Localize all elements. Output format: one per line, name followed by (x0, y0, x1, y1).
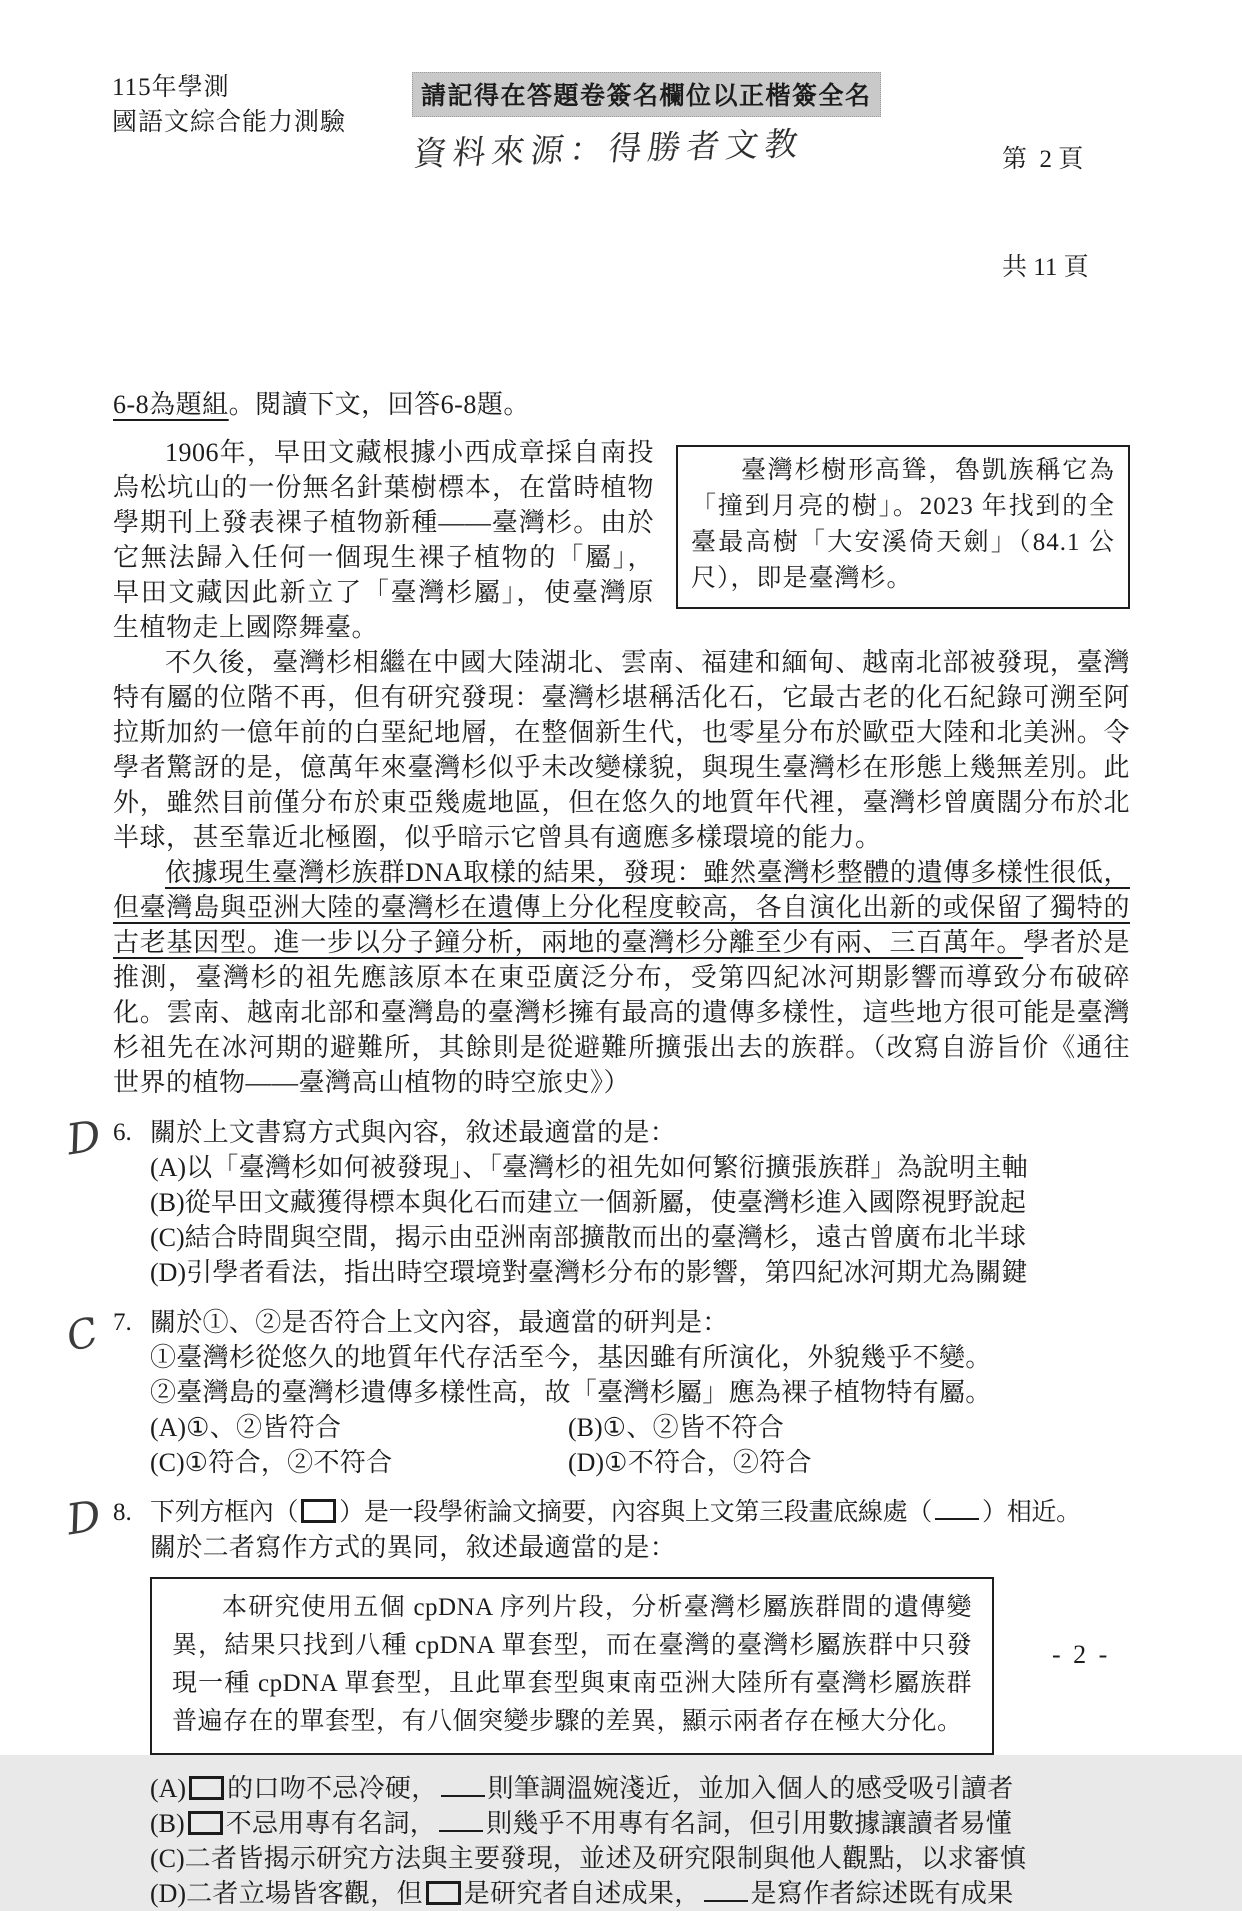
handwritten-source-note: 資料來源：得勝者文教 (411, 126, 806, 174)
option-text: 以「臺灣杉如何被發現」、「臺灣杉的祖先如何繁衍擴張族群」為說明主軸 (186, 1153, 1028, 1182)
option-text: ①、②皆不符合 (602, 1413, 785, 1442)
option-text: ①符合，②不符合 (184, 1448, 393, 1477)
question-8 (63, 1490, 1130, 1911)
question-7-option-c (150, 1445, 568, 1480)
question-8-stem: 下列方框內（ ）是一段學術論文摘要，內容與上文第三段畫底線處（ ）相近。 (150, 1499, 1081, 1526)
passage-paragraph-3 (113, 855, 1130, 1100)
question-6 (63, 1110, 1130, 1290)
question-7-option-d (568, 1445, 1130, 1480)
question-6-option-b (150, 1185, 1130, 1220)
option-label: (C) (150, 1223, 185, 1252)
option-text: 結合時間與空間，揭示由亞洲南部擴散而出的臺灣杉，遠古曾廣布北半球 (184, 1223, 1027, 1252)
option-label: (A) (150, 1153, 187, 1182)
question-7-stem: 關於①、②是否符合上文內容，最適當的研判是： (150, 1308, 729, 1337)
passage-underlined-segment: 依據現生臺灣杉族群DNA取樣的結果，發現：雖然臺灣杉整體的遺傳多樣性很低，但臺灣島與亞洲大陸的臺灣杉在遺傳上分化程度較高，各自演化出新的或保留了獨特的古老基因型。進一步以分子鐘分析，兩地的臺灣杉分離至少有兩、三百萬年。 (113, 858, 1130, 957)
question-6-option-d (150, 1255, 1130, 1290)
question-8-stem-line2: 關於二者寫作方式的異同，敘述最適當的是： (150, 1533, 677, 1562)
question-group-intro (113, 384, 1130, 421)
option-label: (B) (568, 1413, 603, 1442)
question-8-option-d (150, 1876, 1130, 1911)
page-number-label: 第 2 頁 (1002, 146, 1084, 173)
handwritten-answer-q6: D (63, 1110, 105, 1165)
page-content (0, 358, 1242, 1911)
blank-line (441, 1779, 485, 1797)
option-text: 二者皆揭示研究方法與主要發現，並述及研究限制與他人觀點，以求審慎 (184, 1844, 1027, 1873)
exam-subject-label: 國語文綜合能力測驗 (112, 109, 347, 136)
option-label: (B) (150, 1809, 185, 1838)
passage-paragraph-2: 不久後，臺灣杉相繼在中國大陸湖北、雲南、福建和緬甸、越南北部被發現，臺灣特有屬的位階不再，但有研究發現：臺灣杉堪稱活化石，它最古老的化石紀錄可溯至阿拉斯加約一億年前的白堊紀地層，在整個新生代，也零星分布於歐亞大陸和北美洲。令學者驚訝的是，億萬年來臺灣杉似乎未改變樣貌，與現生臺灣杉在形態上幾無差別。此外，雖然目前僅分布於東亞幾處地區，但在悠久的地質年代裡，臺灣杉曾廣闊分布於北半球，甚至靠近北極圈，似乎暗示它曾具有適應多樣環境的能力。 (113, 648, 1130, 852)
question-7-options (150, 1410, 1130, 1480)
handwritten-answer-q7: C (61, 1308, 103, 1362)
page-footer-number: - 2 - (1052, 1640, 1111, 1669)
option-text: 二者立場皆客觀，但 是研究者自述成果， 是寫作者綜述既有成果 (186, 1879, 1014, 1908)
question-7-statement-1: ①臺灣杉從悠久的地質年代存活至今，基因雖有所演化，外貌幾乎不變。 (150, 1343, 992, 1372)
passage-paragraph-1: 1906年，早田文藏根據小西成章採自南投烏松坑山的一份無名針葉樹標本，在當時植物學期刊上發表裸子植物新種——臺灣杉。由於它無法歸入任何一個現生裸子植物的「屬」，早田文藏因此新立了「臺灣杉屬」，使臺灣原生植物走上國際舞臺。 (113, 438, 654, 642)
question-6-option-a (150, 1150, 1130, 1185)
abstract-quote-box (150, 1577, 994, 1755)
option-text: 引學者看法，指出時空環境對臺灣杉分布的影響，第四紀冰河期尤為關鍵 (186, 1258, 1028, 1287)
signature-notice: 請記得在答題卷簽名欄位以正楷簽全名 (412, 72, 881, 117)
question-7 (61, 1305, 1130, 1480)
question-7-number: 7. (113, 1309, 132, 1336)
exam-title-block (112, 70, 412, 140)
question-6-option-c (150, 1220, 1130, 1255)
option-text: ①不符合，②符合 (604, 1448, 812, 1477)
passage-paragraph-3-rest: 學者於是推測，臺灣杉的祖先應該原本在東亞廣泛分布，受第四紀冰河期影響而導致分布破碎化。雲南、越南北部和臺灣島的臺灣杉擁有最高的遺傳多樣性，這些地方很可能是臺灣杉祖先在冰河期的避難所，其餘則是從避難所擴張出去的族群。（改寫自游旨价《通往世界的植物——臺灣高山植物的時空旅史》） (113, 928, 1130, 1097)
passage-paragraph-1-row (113, 435, 1130, 645)
blank-line (935, 1502, 979, 1520)
handwritten-answer-q8: D (63, 1490, 105, 1545)
option-text: 的口吻不忌冷硬， 則筆調溫婉淺近，並加入個人的感受吸引讀者 (186, 1774, 1013, 1803)
question-6-stem: 關於上文書寫方式與內容，敘述最適當的是： (150, 1118, 677, 1147)
question-6-number: 6. (113, 1119, 132, 1146)
blank-line (704, 1884, 748, 1902)
question-group-range: 6-8為題組 (113, 390, 229, 419)
option-label: (C) (150, 1844, 185, 1873)
question-7-statement-2: ②臺灣島的臺灣杉遺傳多樣性高，故「臺灣杉屬」應為裸子植物特有屬。 (150, 1378, 992, 1407)
option-label: (B) (150, 1188, 185, 1217)
passage-side-note-box (676, 445, 1130, 609)
blank-line (439, 1814, 483, 1832)
question-8-option-a (150, 1771, 1130, 1806)
question-8-option-b (150, 1806, 1130, 1841)
box-symbol (426, 1881, 461, 1905)
option-text: ①、②皆符合 (186, 1413, 342, 1442)
question-group-instruction: 。閱讀下文，回答6-8題。 (228, 390, 530, 419)
question-8-number: 8. (113, 1499, 132, 1526)
option-label: (D) (568, 1448, 605, 1477)
option-label: (D) (150, 1879, 187, 1908)
box-symbol (189, 1776, 224, 1800)
exam-session-label: 115年學測 (112, 74, 230, 101)
abstract-quote-text: 本研究使用五個 cpDNA 序列片段，分析臺灣杉屬族群間的遺傳變異，結果只找到八種 cpDNA 單套型，而在臺灣的臺灣杉屬族群中只發現一種 cpDNA 單套型，且此單套型與東南亞洲大陸所有臺灣杉屬族群普遍存在的單套型，有八個突變步驟的差異，顯示兩者存在極大分化。 (172, 1594, 972, 1735)
question-7-option-a (150, 1410, 568, 1445)
header-center-block (411, 70, 1002, 174)
passage-side-note-text: 臺灣杉樹形高聳，魯凱族稱它為「撞到月亮的樹」。2023 年找到的全臺最高樹「大安溪倚天劍」（84.1 公尺），即是臺灣杉。 (691, 457, 1115, 592)
question-8-option-c (150, 1841, 1130, 1876)
box-symbol (301, 1499, 336, 1523)
page-header (0, 0, 1242, 358)
option-label: (D) (150, 1258, 187, 1287)
option-label: (A) (150, 1413, 187, 1442)
option-label: (C) (150, 1448, 185, 1477)
option-text: 不忌用專有名詞， 則幾乎不用專有名詞，但引用數據讓讀者易懂 (185, 1809, 1012, 1838)
box-symbol (188, 1811, 223, 1835)
option-text: 從早田文藏獲得標本與化石而建立一個新屬，使臺灣杉進入國際視野說起 (184, 1188, 1027, 1217)
question-7-option-b (568, 1410, 1130, 1445)
option-label: (A) (150, 1774, 187, 1803)
page-total-label: 共 11 頁 (1002, 254, 1089, 281)
page-count-block (1002, 70, 1142, 358)
